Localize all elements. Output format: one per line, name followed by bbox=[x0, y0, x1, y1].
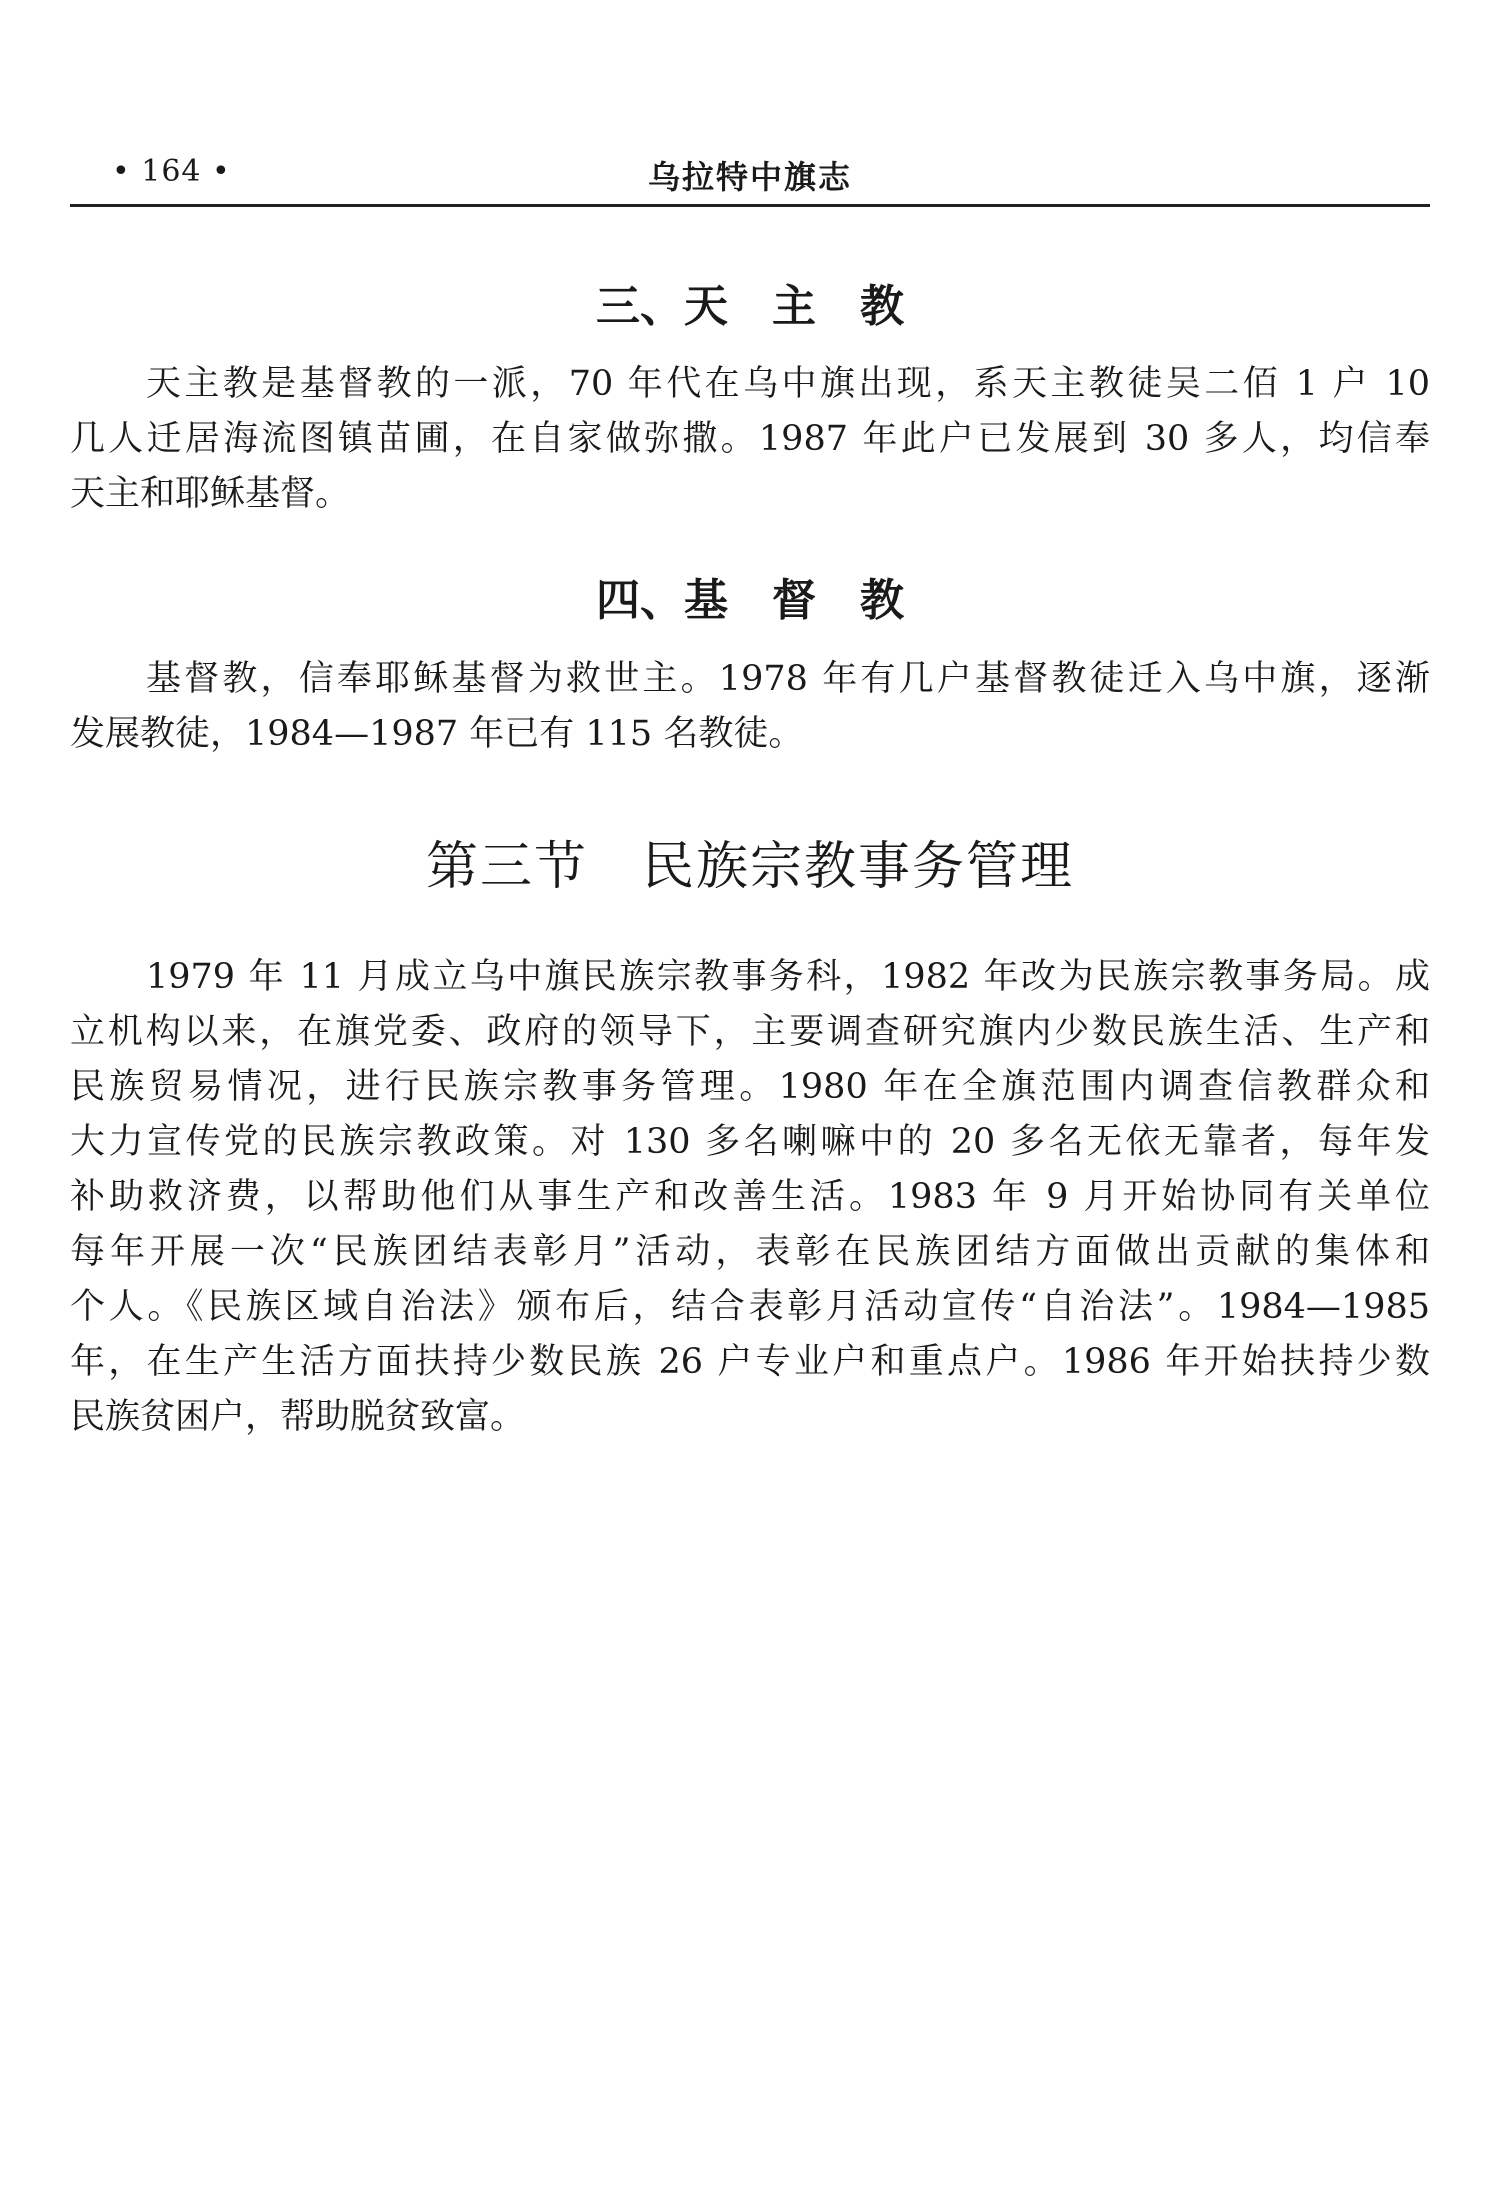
page-number: • 164 • bbox=[112, 154, 231, 189]
text-line: 几人迁居海流图镇苗圃，在自家做弥撒。1987 年此户已发展到 30 多人，均信奉 bbox=[70, 419, 1430, 459]
text-line: 立机构以来，在旗党委、政府的领导下，主要调查研究旗内少数民族生活、生产和 bbox=[70, 1012, 1430, 1052]
paragraph-affairs-management bbox=[70, 950, 1430, 1445]
text-line: 大力宣传党的民族宗教政策。对 130 多名喇嘛中的 20 多名无依无靠者，每年发 bbox=[70, 1122, 1430, 1162]
heading-catholicism: 三、天 主 教 bbox=[596, 281, 904, 332]
page-header bbox=[70, 150, 1430, 200]
text-line: 基督教，信奉耶稣基督为救世主。1978 年有几户基督教徒迁入乌中旗，逐渐 bbox=[146, 659, 1430, 699]
text-line: 发展教徒，1984—1987 年已有 115 名教徒。 bbox=[70, 714, 804, 754]
header-rule bbox=[70, 204, 1430, 207]
text-line: 年，在生产生活方面扶持少数民族 26 户专业户和重点户。1986 年开始扶持少数 bbox=[70, 1342, 1430, 1382]
heading-christianity: 四、基 督 教 bbox=[596, 575, 904, 626]
section-title: 第三节 民族宗教事务管理 bbox=[425, 837, 1074, 897]
text-line: 个人。《民族区域自治法》颁布后，结合表彰月活动宣传“自治法”。1984—1985 bbox=[70, 1287, 1430, 1327]
text-line: 民族贸易情况，进行民族宗教事务管理。1980 年在全旗范围内调查信教群众和 bbox=[70, 1067, 1430, 1107]
text-line: 每年开展一次“民族团结表彰月”活动，表彰在民族团结方面做出贡献的集体和 bbox=[70, 1232, 1430, 1272]
text-line: 民族贫困户，帮助脱贫致富。 bbox=[70, 1397, 526, 1437]
text-line: 天主教是基督教的一派，70 年代在乌中旗出现，系天主教徒吴二佰 1 户 10 bbox=[146, 364, 1430, 404]
paragraph-christianity bbox=[70, 652, 1430, 762]
text-line: 1979 年 11 月成立乌中旗民族宗教事务科，1982 年改为民族宗教事务局。成 bbox=[146, 957, 1430, 997]
running-title: 乌拉特中旗志 bbox=[647, 158, 852, 196]
paragraph-catholicism bbox=[70, 357, 1430, 522]
text-line: 天主和耶稣基督。 bbox=[70, 474, 351, 514]
text-line: 补助救济费，以帮助他们从事生产和改善生活。1983 年 9 月开始协同有关单位 bbox=[70, 1177, 1430, 1217]
